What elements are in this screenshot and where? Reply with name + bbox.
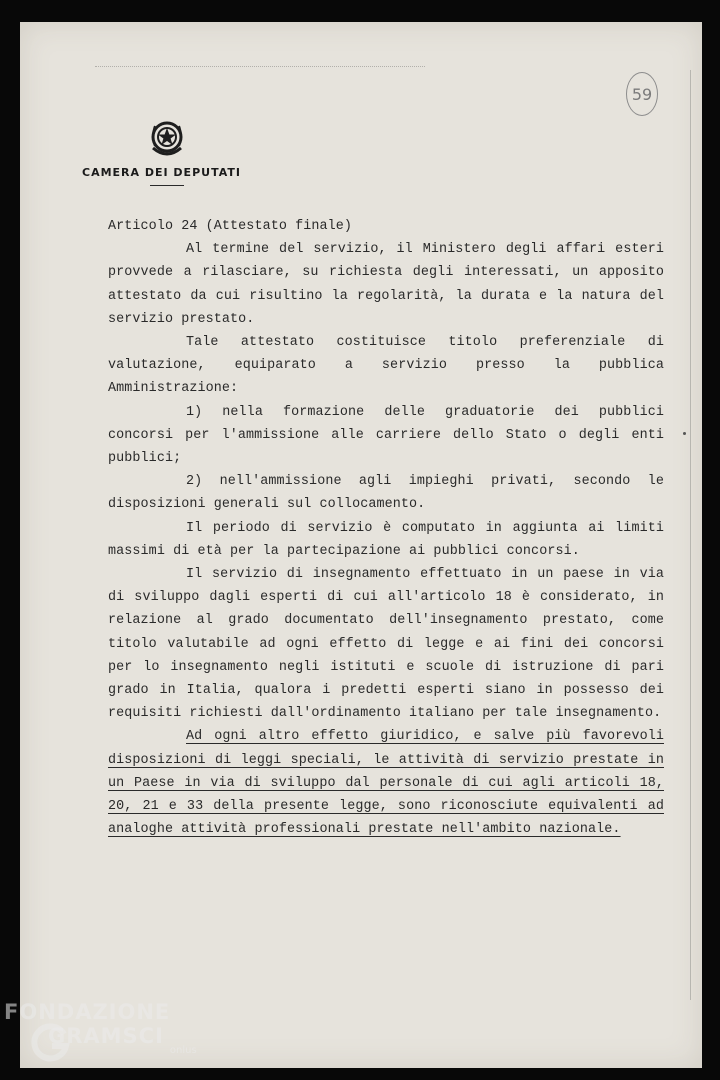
header-underline — [150, 185, 184, 186]
paragraph-6: Il servizio di insegnamento effettuato in un paese in via di sviluppo dagli esperti di cui all'articolo 18 è considerato, in relazione al grado documentato dell'insegnamento prestato, come titolo valutabile ad ogni effetto di legge e ai fini dei concorsi per lo insegnamento negli istituti e scuole di istruzione di pari grado in Italia, qualora i predetti esperti siano in possesso dei requisiti richiesti dall'ordinamento italiano per tale insegnamento. — [108, 567, 664, 722]
paragraph-4: 2) nell'ammissione agli impieghi privati, secondo le disposizioni generali sul collocamento. — [108, 474, 664, 513]
paragraph-2: Tale attestato costituisce titolo preferenziale di valutazione, equiparato a servizio presso la pubblica Amministrazione: — [108, 335, 664, 397]
page-number-stamp: 59 — [626, 72, 658, 116]
italian-republic-emblem-icon — [147, 118, 187, 162]
article-body — [108, 215, 664, 841]
watermark-line-1: FONDAZIONE — [4, 1000, 171, 1024]
watermark-onlus: onlus — [169, 1045, 197, 1056]
watermark-line-2 — [48, 1024, 197, 1056]
page-fold-line — [690, 70, 691, 1000]
paragraph-3: 1) nella formazione delle graduatorie dei pubblici concorsi per l'ammissione alle carriere dello Stato o degli enti pubblici; — [108, 404, 664, 467]
watermark-gramsci: GRAMSCI — [48, 1024, 164, 1048]
paragraph-1: Al termine del servizio, il Ministero degli affari esteri provvede a rilasciare, su richiesta degli interessati, un apposito attestato da cui risultino la regolarità, la durata e la natura del servizio prestato. — [108, 242, 664, 327]
ink-dot-mark — [683, 432, 686, 435]
article-heading: Articolo 24 (Attestato finale) — [108, 219, 353, 234]
archive-watermark — [4, 1000, 197, 1056]
paragraph-7-underlined: Ad ogni altro effetto giuridico, e salve più favorevoli disposizioni di leggi speciali, le attività di servizio prestate in un Paese in via di sviluppo dal personale di cui agli articoli 18, 20, 21 e 33 della presente legge, sono riconosciute equivalenti ad analoghe attività professionali prestate nell'ambito nazionale. — [108, 729, 664, 838]
institution-name: CAMERA DEI DEPUTATI — [82, 166, 241, 179]
faint-dotted-rule — [95, 66, 425, 69]
paragraph-5: Il periodo di servizio è computato in aggiunta ai limiti massimi di età per la partecipazione ai pubblici concorsi. — [108, 520, 664, 559]
